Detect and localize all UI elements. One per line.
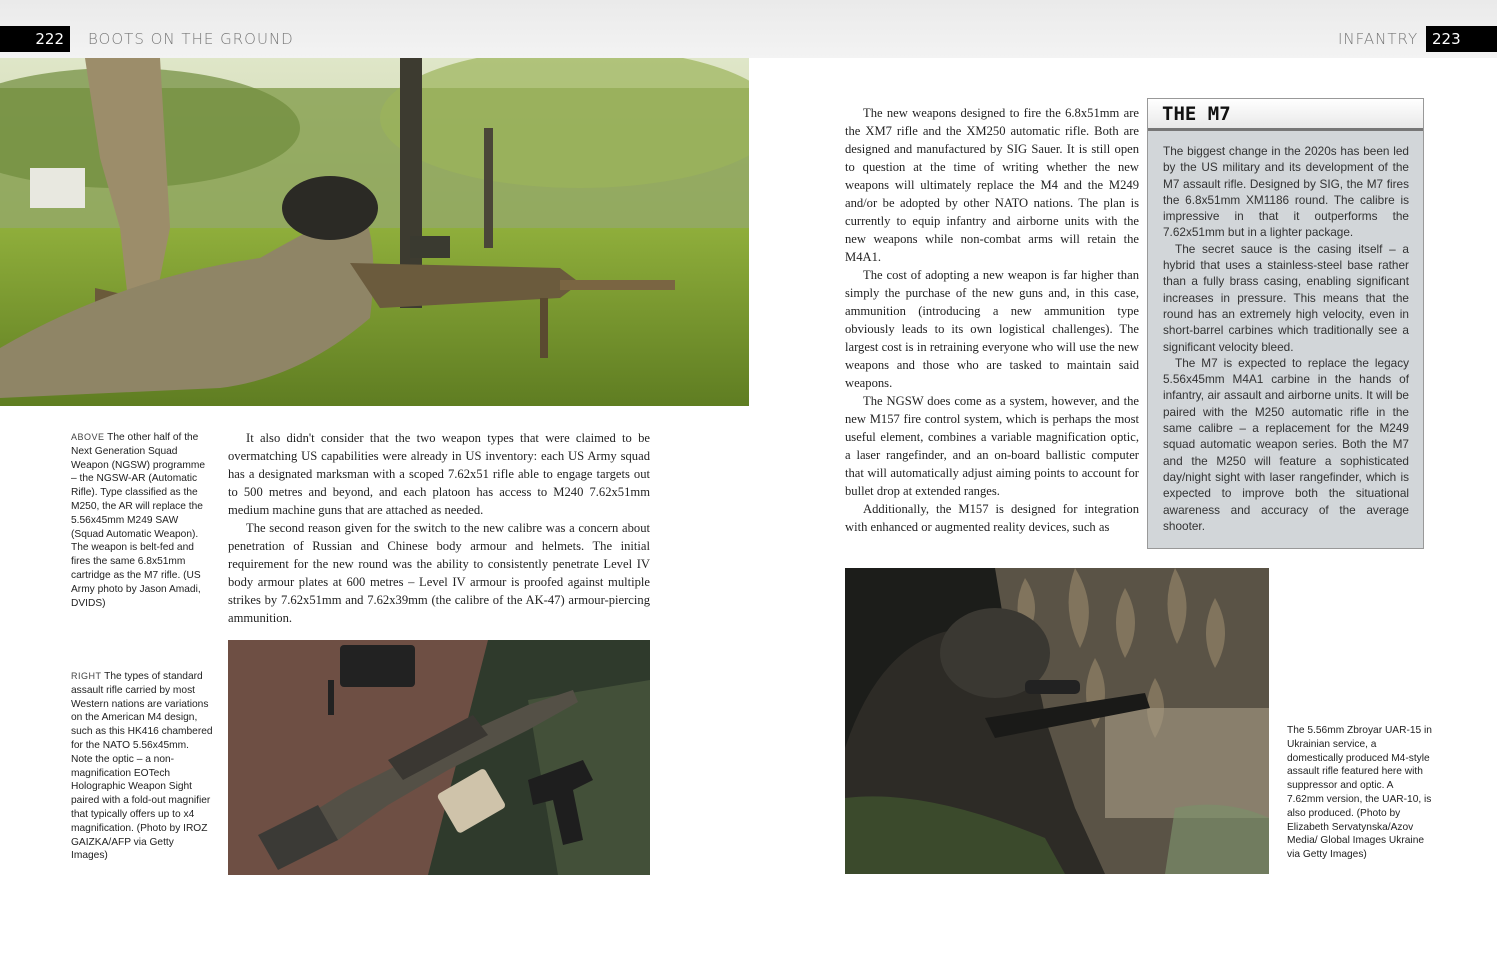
sidebar-paragraph: The M7 is expected to replace the legacy 5.56x45mm M4A1 carbine in the hands of infantry, air assault and airborne units. It will be paired with the M250 automatic rifle in the same calibre – a replacement for the M249 squad automatic weapon series. Both the M7 and the M250 will feature a sophisticated day/night sight with laser rangefinder, which is expected to improve both the situational awareness and accuracy of the average shooter. [1163,355,1409,533]
caption-bottom-right: The 5.56mm Zbroyar UAR-15 in Ukrainian service, a domestically produced M4-style assault rifle featured here with suppressor and optic. A 7.62mm version, the UAR-10, is also produced. (Photo by Elizabeth Servatynska/Azov Media/ Global Images Ukraine via Getty Images) [1287,725,1432,861]
caption-right-tag: RIGHT [71,671,102,681]
left-paragraph: The second reason given for the switch to the new calibre was a concern about penetration of Russian and Chinese body armour and helmets. The initial requirement for the new round was the ability to consistently penetrate Level IV body armour plates at 600 metres – Level IV armour is proofed against multiple strikes by 7.62x51mm and 7.62x39mm (the calibre of the AK-47) armour-piercing ammunition. [228,521,650,625]
sidebar-paragraph: The secret sauce is the casing itself – a hybrid that uses a stainless-steel base rather than a fully brass casing, enabling significant increases in pressure. This means that the round has an extremely high velocity, even in short-barrel carbines which traditionally see a significant velocity bleed. [1163,241,1409,354]
right-running-title: INFANTRY [1338,30,1419,48]
right-paragraph: The new weapons designed to fire the 6.8x51mm are the XM7 rifle and the XM250 automatic rifle. Both are designed and manufactured by SIG Sauer. It is still open to question at the time of writing whether the new weapons will ultimately replace the M4 and the M249 and/or be adopted by other NATO nations. The plan is currently to equip infantry and airborne units with the new weapons while non-combat arms will retain the M4A1. [845,106,1139,264]
caption-above [71,431,213,610]
left-body-text [228,429,650,627]
photo-hk416-rifle [228,640,650,875]
right-page-number: 223 [1426,26,1497,52]
right-paragraph: The NGSW does come as a system, however, and the new M157 fire control system, which is perhaps the most useful element, combines a variable magnification optic, a laser rangefinder, and an on-board ballistic computer that will automatically adjust aiming points to account for bullet drop at extended ranges. [845,394,1139,498]
sidebar-title: THE M7 [1148,99,1423,131]
left-page-number: 222 [0,26,70,52]
left-running-title: BOOTS ON THE GROUND [88,30,294,48]
caption-right [71,670,213,863]
caption-above-text: The other half of the Next Generation Squad Weapon (NGSW) programme – the NGSW-AR (Automatic Rifle). Type classified as the M250, the AR will replace the 5.56x45mm M249 SAW (Squad Automatic Weapon). The weapon is belt-fed and fires the same 6.8x51mm cartridge as the M7 rifle. (US Army photo by Jason Amadi, DVIDS) [71,432,205,609]
photo-uar15-soldier [845,568,1269,874]
caption-right-text: The types of standard assault rifle carried by most Western nations are variations on the American M4 design, such as this HK416 chambered for the NATO 5.56x45mm. Note the optic – a non-magnification EOTech Holographic Weapon Sight paired with a fold-out magnifier that typically offers up to x4 magnification. (Photo by IROZ GAIZKA/AFP via Getty Images) [71,671,213,862]
right-paragraph: Additionally, the M157 is designed for integration with enhanced or augmented reality devices, such as [845,502,1139,534]
sidebar-paragraph: The biggest change in the 2020s has been led by the US military and its development of the M7 assault rifle. Designed by SIG, the M7 fires the 6.8x51mm XM1186 round. The calibre is impressive in that it outperforms the 7.62x51mm but in a lighter package. [1163,144,1409,240]
left-paragraph: It also didn't consider that the two weapon types that were claimed to be overmatching US capabilities were already in US inventory: each US Army squad has a designated marksman with a scoped 7.62x51 rifle able to engage targets out to 500 metres and beyond, and each platoon has access to M240 7.62x51mm medium machine guns that are attached as needed. [228,431,650,517]
right-paragraph: The cost of adopting a new weapon is far higher than simply the purchase of the new guns and, in this case, ammunition (introducing a new ammunition type obviously leads to its own logistical challenges). The largest cost is in retraining everyone who will use the new weapons and those who are tasked to maintain said weapons. [845,268,1139,390]
sidebar-box-m7 [1147,98,1424,549]
caption-above-tag: ABOVE [71,432,105,442]
sidebar-body [1163,143,1409,534]
photo-ngsw-ar-soldier [0,58,749,406]
right-body-text [845,104,1139,536]
